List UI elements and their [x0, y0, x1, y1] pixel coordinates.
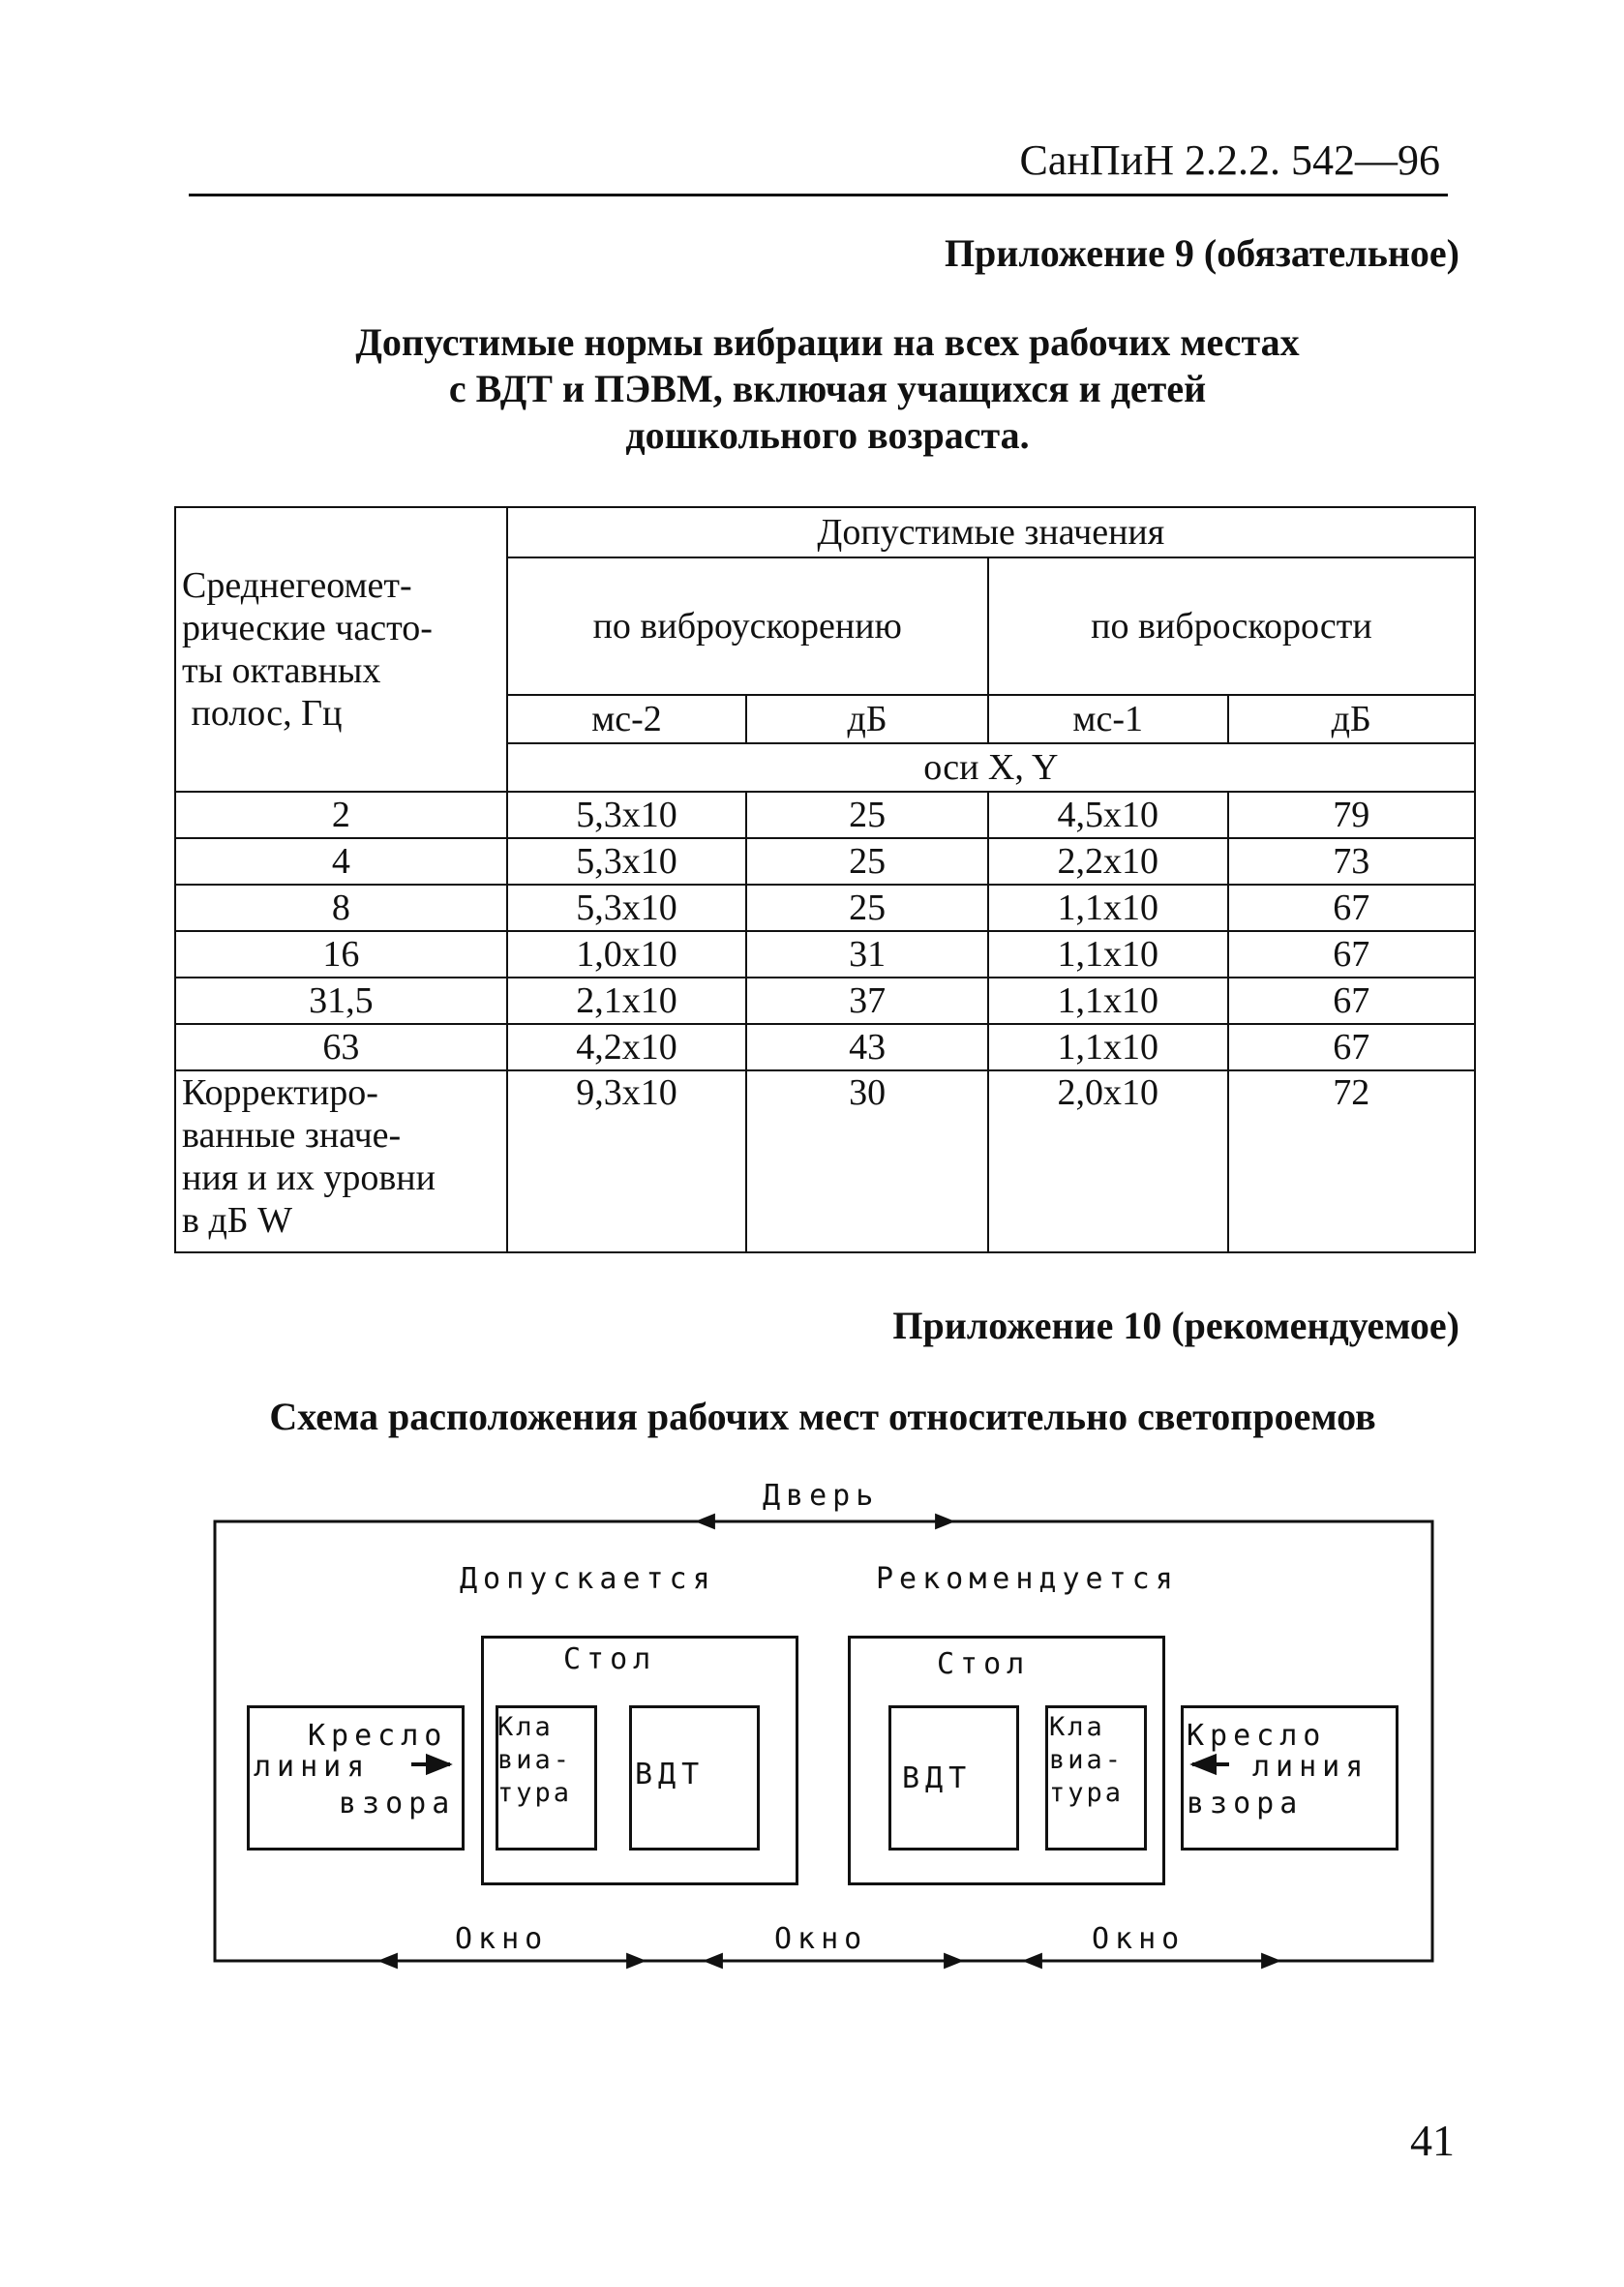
keyboard-label: Кла виа- тура	[497, 1712, 573, 1808]
window-label: Окно	[455, 1922, 549, 1956]
document-code: СанПиН 2.2.2. 542—96	[1019, 136, 1440, 184]
table-row: 63 4,2x10 43 1,1x10 67	[175, 1024, 1475, 1070]
axes-header: оси X, Y	[507, 743, 1475, 792]
allowed-label: Допускается	[460, 1562, 716, 1596]
window-label: Окно	[774, 1922, 868, 1956]
unit-header: дБ	[1228, 695, 1475, 743]
appendix-10-label: Приложение 10 (рекомендуемое)	[892, 1304, 1459, 1347]
sight-line-label: взора	[1187, 1787, 1304, 1821]
desk-label: Стол	[937, 1647, 1031, 1681]
unit-header: мс-1	[988, 695, 1228, 743]
chair-label: Кресло	[308, 1719, 448, 1753]
title-line: дошкольного возраста.	[625, 413, 1030, 457]
keyboard-label: Кла виа- тура	[1049, 1712, 1125, 1808]
appendix-9-label: Приложение 9 (обязательное)	[944, 231, 1459, 275]
allowed-values-header: Допустимые значения	[507, 507, 1475, 557]
vdt-label: ВДТ	[902, 1761, 973, 1795]
door-label: Дверь	[763, 1479, 880, 1513]
corrected-values-label: Корректиро- ванные значе- ния и их уровни в дБ W	[175, 1070, 507, 1252]
appendix-10-title: Схема расположения рабочих мест относительно светопроемов	[269, 1395, 1376, 1438]
sight-line-label: линия	[1252, 1750, 1369, 1784]
title-line: Допустимые нормы вибрации на всех рабочих местах	[355, 320, 1300, 364]
unit-header: мс-2	[507, 695, 747, 743]
table-row: 8 5,3x10 25 1,1x10 67	[175, 885, 1475, 931]
acceleration-header: по виброускорению	[507, 557, 988, 695]
velocity-header: по виброскорости	[988, 557, 1475, 695]
window-label: Окно	[1092, 1922, 1186, 1956]
corrected-values-row: Корректиро- ванные значе- ния и их уровни в дБ W 9,3x10 30 2,0x10 72	[175, 1070, 1475, 1252]
table-row: 4 5,3x10 25 2,2x10 73	[175, 838, 1475, 885]
title-line: с ВДТ и ПЭВМ, включая учащихся и детей	[448, 367, 1207, 410]
table-row: 2 5,3x10 25 4,5x10 79	[175, 792, 1475, 838]
recommended-label: Рекомендуется	[876, 1562, 1179, 1596]
frequency-column-header: Среднегеомет- рические часто- ты октавных полос, Гц	[175, 507, 507, 792]
sight-line-label: взора	[339, 1787, 456, 1821]
unit-header: дБ	[746, 695, 988, 743]
desk-label: Стол	[563, 1642, 657, 1676]
page-number: 41	[1410, 2116, 1455, 2165]
table-row: 16 1,0x10 31 1,1x10 67	[175, 931, 1475, 978]
chair-label: Кресло	[1187, 1719, 1327, 1753]
table-row: 31,5 2,1x10 37 1,1x10 67	[175, 978, 1475, 1024]
vdt-label: ВДТ	[635, 1758, 706, 1791]
sight-line-label: линия	[254, 1750, 371, 1784]
